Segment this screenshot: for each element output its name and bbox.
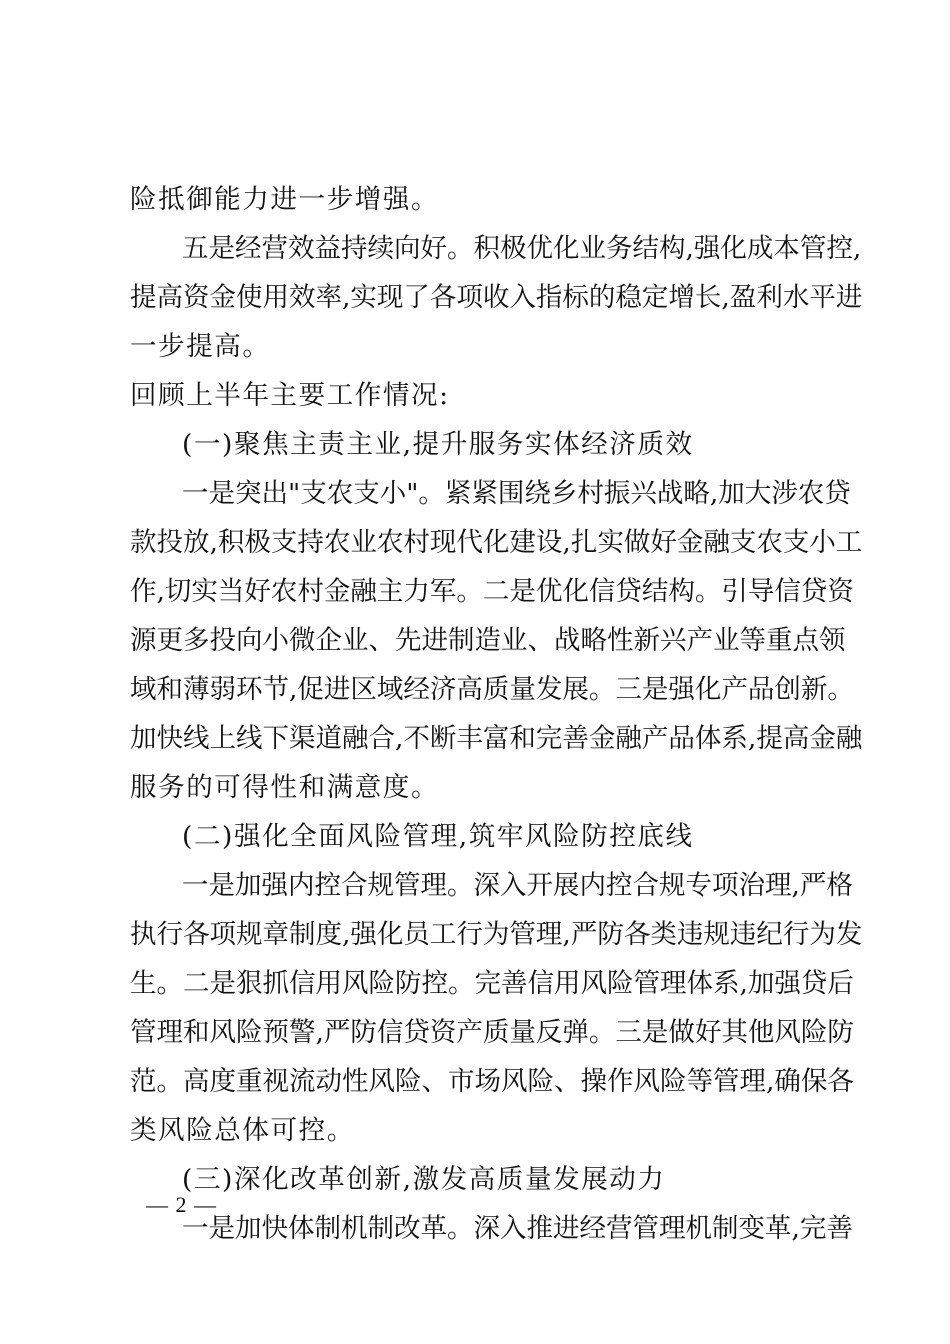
body-text-line: 一是加强内控合规管理。深入开展内控合规专项治理,严格 <box>182 870 853 901</box>
section-heading-2: (二)强化全面风险管理,筑牢风险防控底线 <box>182 821 694 852</box>
body-text-line: 险抵御能力进一步增强。 <box>130 184 440 215</box>
body-text-line: 加快线上线下渠道融合,不断丰富和完善金融产品体系,提高金融 <box>130 723 863 754</box>
body-text-line: 一是突出"支农支小"。紧紧围绕乡村振兴战略,加大涉农贷 <box>182 478 851 509</box>
body-text-line: 执行各项规章制度,强化员工行为管理,严防各类违规违纪行为发 <box>130 919 863 950</box>
section-heading-3: (三)深化改革创新,激发高质量发展动力 <box>182 1164 666 1195</box>
body-text-line: 范。高度重视流动性风险、市场风险、操作风险等管理,确保各 <box>130 1066 854 1097</box>
body-text-line: 服务的可得性和满意度。 <box>130 772 440 803</box>
body-text-line: 一是加快体制机制改革。深入推进经营管理机制变革,完善 <box>182 1213 853 1244</box>
page-number: — 2 — <box>146 1192 217 1217</box>
body-text-line: 类风险总体可控。 <box>130 1115 355 1146</box>
body-text-line: 作,切实当好农村金融主力军。二是优化信贷结构。引导信贷资 <box>130 576 854 607</box>
body-text-line: 一步提高。 <box>130 331 271 362</box>
body-text-line: 款投放,积极支持农业农村现代化建设,扎实做好金融支农支小工 <box>130 527 863 558</box>
body-text-line: 回顾上半年主要工作情况: <box>130 380 450 411</box>
body-text-line: 管理和风险预警,严防信贷资产质量反弹。三是做好其他风险防 <box>130 1017 854 1048</box>
body-text-line: 域和薄弱环节,促进区域经济高质量发展。三是强化产品创新。 <box>130 674 854 705</box>
body-text-line: 生。二是狠抓信用风险防控。完善信用风险管理体系,加强贷后 <box>130 968 854 999</box>
body-text-line: 源更多投向小微企业、先进制造业、战略性新兴产业等重点领 <box>130 625 846 656</box>
section-heading-1: (一)聚焦主责主业,提升服务实体经济质效 <box>182 429 694 460</box>
body-text-line: 提高资金使用效率,实现了各项收入指标的稳定增长,盈利水平进 <box>130 282 863 313</box>
body-text-line: 五是经营效益持续向好。积极优化业务结构,强化成本管控, <box>182 233 862 264</box>
